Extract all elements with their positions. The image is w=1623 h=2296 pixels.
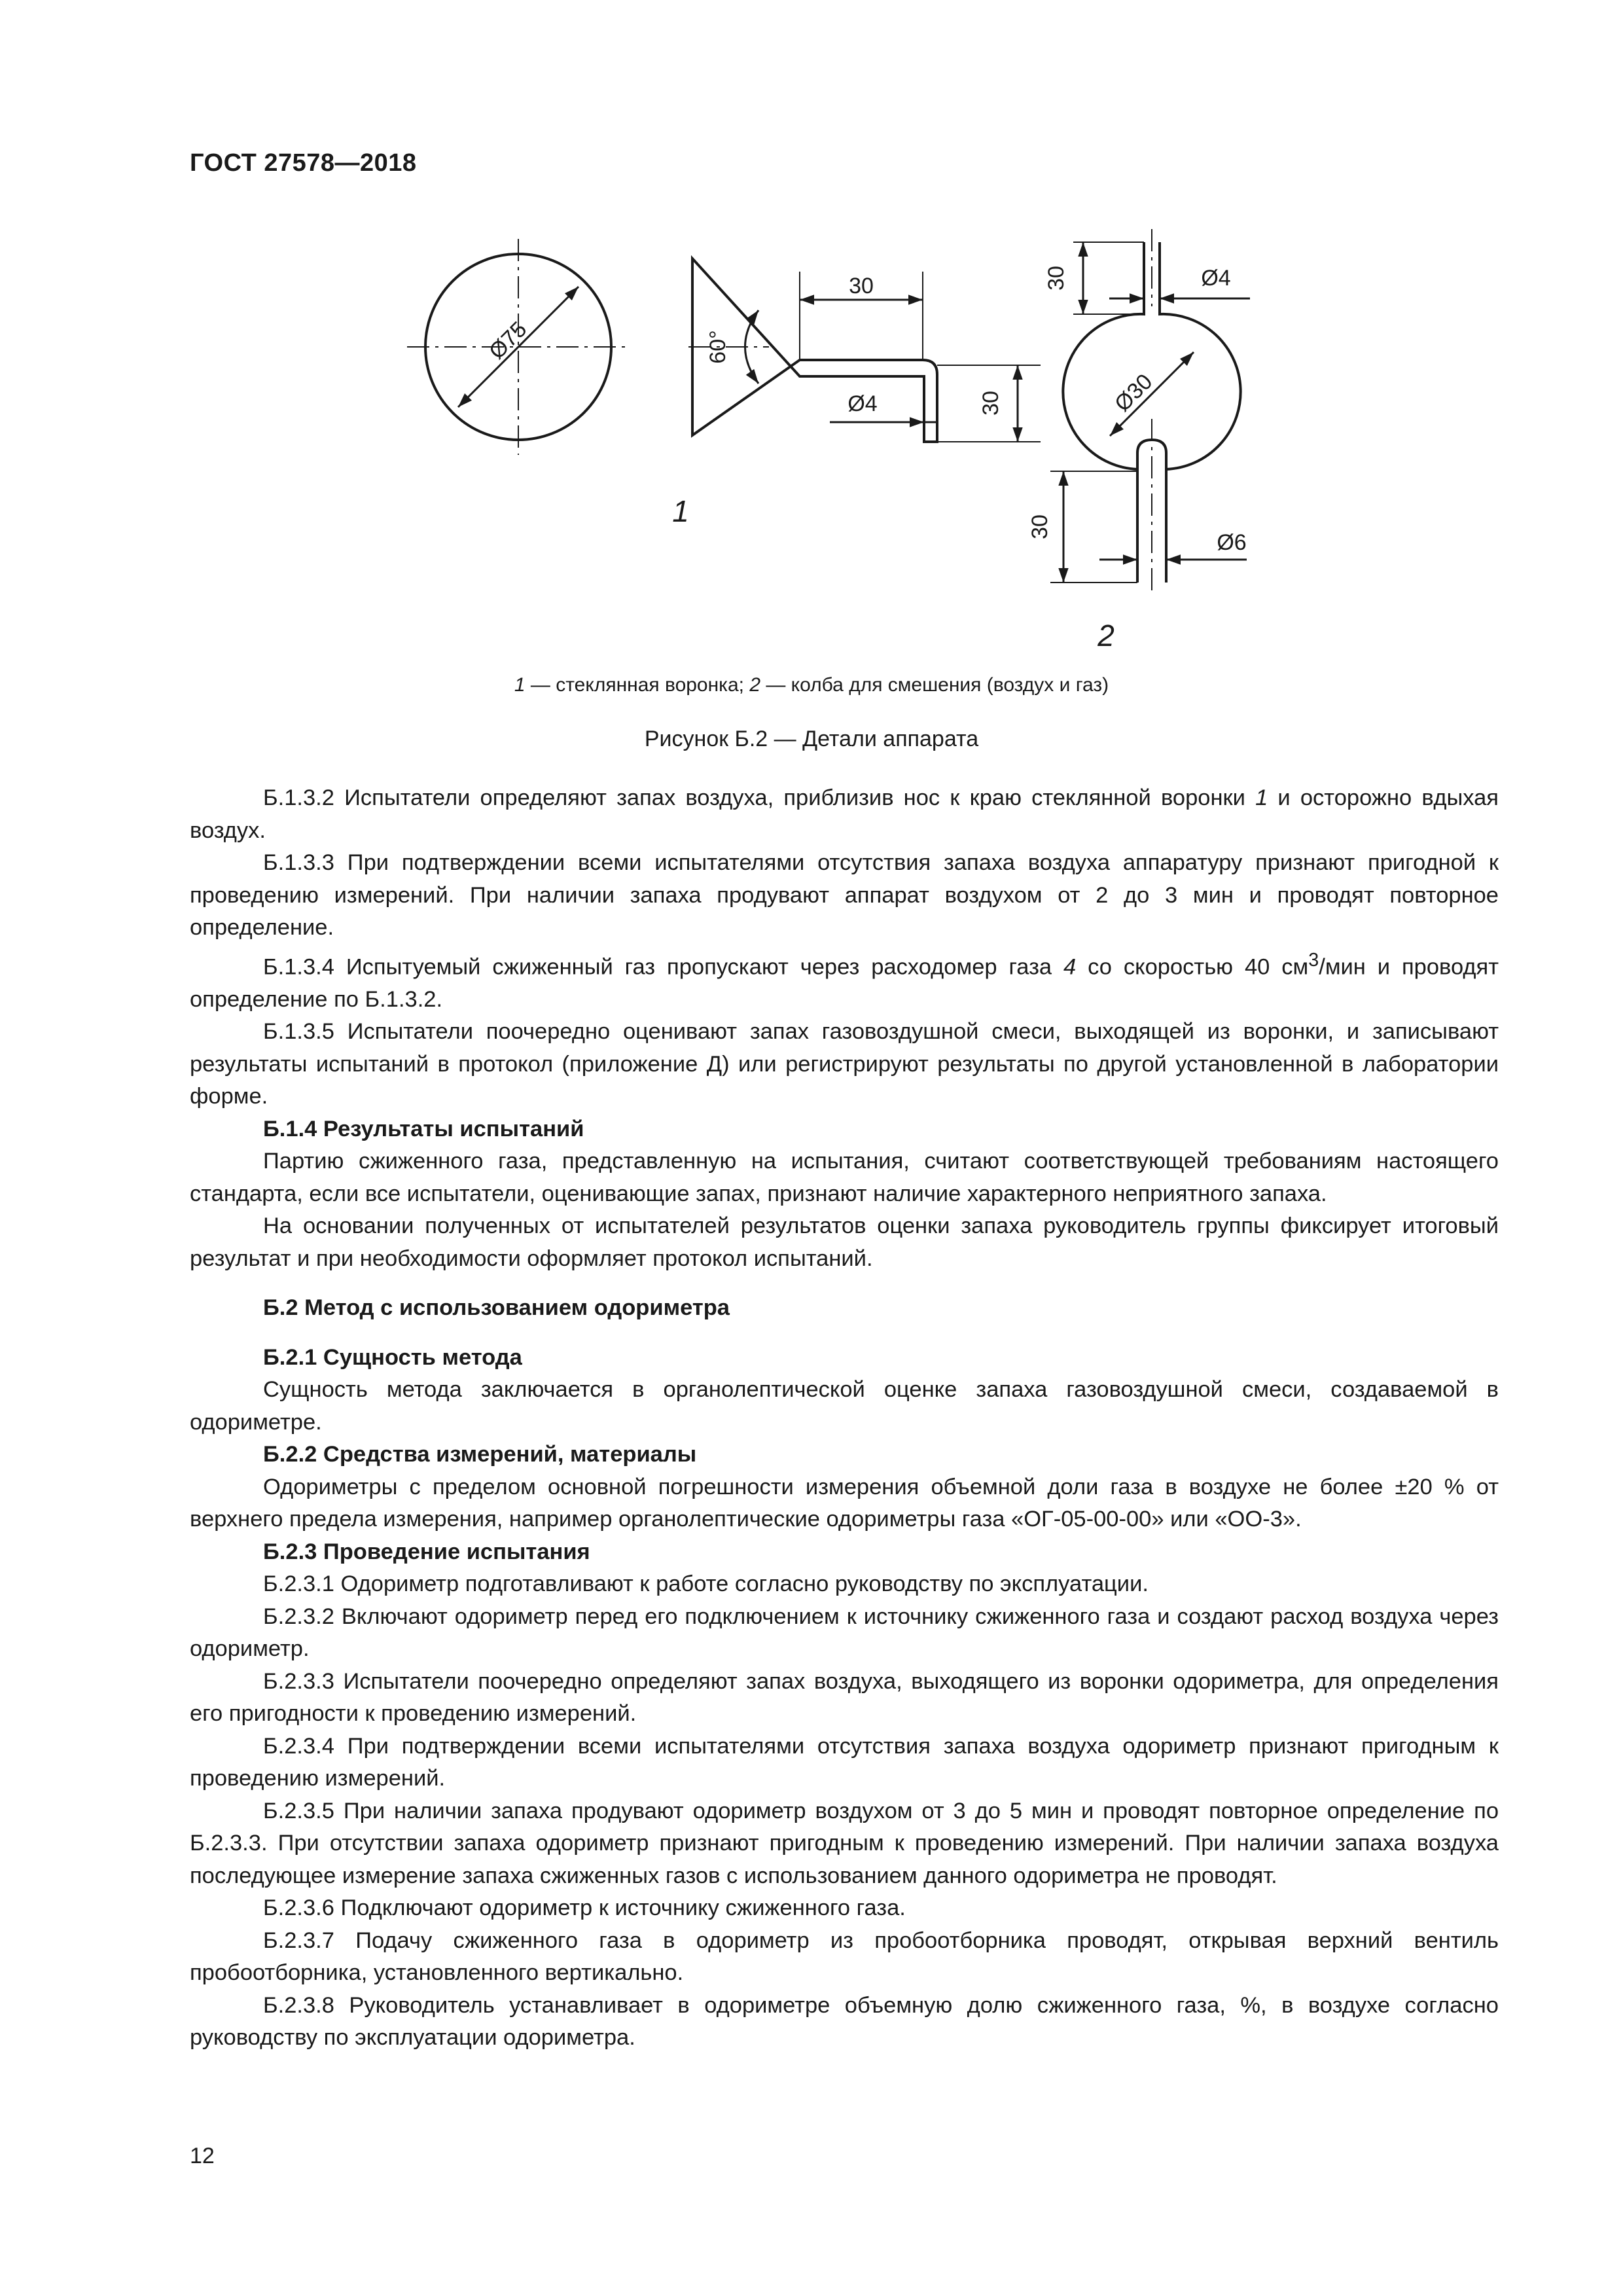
dim-diameter-4-funnel: Ø4 — [847, 391, 878, 416]
paragraph-text: /мин и проводят определение по Б.1.3.2. — [190, 954, 1499, 1012]
dim-angle-60: 60° — [705, 330, 730, 364]
legend-number-1: 1 — [514, 674, 526, 696]
paragraph-method-essence: Сущность метода заключается в органолептической оценке запаха газовоздушной смеси, создаваемой в одориметре. — [190, 1377, 1499, 1435]
dim-diameter-4-flask: Ø4 — [1201, 266, 1231, 291]
figure-title: Рисунок Б.2 — Детали аппарата — [644, 726, 979, 751]
paragraph-b1-3-5: Б.1.3.5 Испытатели поочередно оценивают запах газовоздушной смеси, выходящей из воронки, и записывают результаты испытаний в протокол (приложение Д) или регистрируют результаты по другой установленной в лаборатории форме. — [190, 1019, 1499, 1109]
paragraph-b2-3-4: Б.2.3.4 При подтверждении всеми испытателями отсутствия запаха воздуха одориметр признают пригодным к проведению измерений. — [190, 1733, 1499, 1791]
paragraph-b2-3-7: Б.2.3.7 Подачу сжиженного газа в одориметр из пробоотборника проводят, открывая верхний вентиль пробоотборника, установленного вертикально. — [190, 1928, 1499, 1985]
figure-legend — [0, 674, 1623, 696]
label-funnel-1: 1 — [672, 494, 689, 528]
legend-text-2: — колба для смешения (воздух и газ) — [760, 674, 1109, 696]
paragraph-results-2: На основании полученных от испытателей результатов оценки запаха руководитель группы фиксирует итоговый результат и при необходимости оформляет протокол испытаний. — [190, 1213, 1499, 1271]
dim-length-30-flask-top: 30 — [1044, 266, 1069, 291]
paragraph-b2-3-1: Б.2.3.1 Одориметр подготавливают к работе согласно руководству по эксплуатации. — [263, 1571, 1149, 1596]
apparatus-figure — [0, 0, 1623, 668]
paragraph-italic-ref: 4 — [1063, 954, 1077, 979]
paragraph-text: и осторожно вдыхая воздух. — [190, 785, 1499, 843]
heading-b2-2: Б.2.2 Средства измерений, материалы — [263, 1442, 697, 1467]
paragraph-b1-3-3: Б.1.3.3 При подтверждении всеми испытателями отсутствия запаха воздуха аппаратуру признают пригодной к проведению измерений. При наличии запаха продувают аппарат воздухом от 2 до 3 мин и проводят повторное определение. — [190, 850, 1499, 940]
label-flask-2: 2 — [1097, 619, 1115, 653]
heading-b2-3: Б.2.3 Проведение испытания — [263, 1539, 590, 1564]
paragraph-text: Б.1.3.2 Испытатели определяют запах воздуха, приблизив нос к краю стеклянной воронки — [263, 785, 1256, 810]
heading-b1-4: Б.1.4 Результаты испытаний — [263, 1116, 584, 1141]
dim-diameter-6: Ø6 — [1217, 530, 1247, 555]
paragraph-b2-3-6: Б.2.3.6 Подключают одориметр к источнику сжиженного газа. — [263, 1895, 906, 1920]
heading-b2: Б.2 Метод с использованием одориметра — [263, 1295, 730, 1320]
dim-diameter-30: Ø30 — [1110, 369, 1158, 417]
paragraph-b2-3-3: Б.2.3.3 Испытатели поочередно определяют запах воздуха, выходящего из воронки одориметра, для определения его пригодности к проведению измерений. — [190, 1668, 1499, 1726]
document-header: ГОСТ 27578—2018 — [190, 149, 417, 177]
dim-length-30-funnel-side: 30 — [978, 391, 1003, 416]
legend-number-2: 2 — [749, 674, 761, 696]
paragraph-text: со скоростью 40 см — [1076, 954, 1309, 979]
heading-b2-1: Б.2.1 Сущность метода — [263, 1344, 522, 1370]
paragraph-b1-3-4 — [190, 944, 1499, 1016]
paragraph-b2-3-2: Б.2.3.2 Включают одориметр перед его подключением к источнику сжиженного газа и создают расход воздуха через одориметр. — [190, 1604, 1499, 1661]
paragraph-results-1: Партию сжиженного газа, представленную на испытания, считают соответствующей требованиям настоящего стандарта, если все испытатели, оценивающие запах, признают наличие характерного неприятного запаха. — [190, 1149, 1499, 1206]
paragraph-italic-ref: 1 — [1255, 785, 1268, 810]
paragraph-b1-3-2 — [190, 782, 1499, 847]
dim-diameter-75: Ø75 — [484, 317, 532, 365]
paragraph-b2-3-8: Б.2.3.8 Руководитель устанавливает в одориметре объемную долю сжиженного газа, %, в воздухе согласно руководству по эксплуатации одориметра. — [190, 1992, 1499, 2050]
dim-length-30-flask-bottom: 30 — [1027, 514, 1052, 539]
page-number: 12 — [190, 2144, 215, 2168]
paragraph-b2-3-5: Б.2.3.5 При наличии запаха продувают одориметр воздухом от 3 до 5 мин и проводят повторное определение по Б.2.3.3. При отсутствии запаха одориметр признают пригодным к проведению измерений. При наличии запаха воздуха последующее измерение запаха сжиженных газов с использованием данного одориметра не проводят. — [190, 1798, 1499, 1888]
body-text — [190, 782, 1499, 2054]
paragraph-instruments: Одориметры с пределом основной погрешности измерения объемной доли газа в воздухе не более ±20 % от верхнего предела измерения, например органолептические одориметры газа «ОГ-05-00-00» или «ОО-3». — [190, 1474, 1499, 1532]
paragraph-text: Б.1.3.4 Испытуемый сжиженный газ пропускают через расходомер газа — [263, 954, 1064, 979]
dim-length-30-top: 30 — [849, 274, 874, 298]
superscript: 3 — [1308, 949, 1319, 971]
legend-text-1: — стеклянная воронка; — [525, 674, 750, 696]
